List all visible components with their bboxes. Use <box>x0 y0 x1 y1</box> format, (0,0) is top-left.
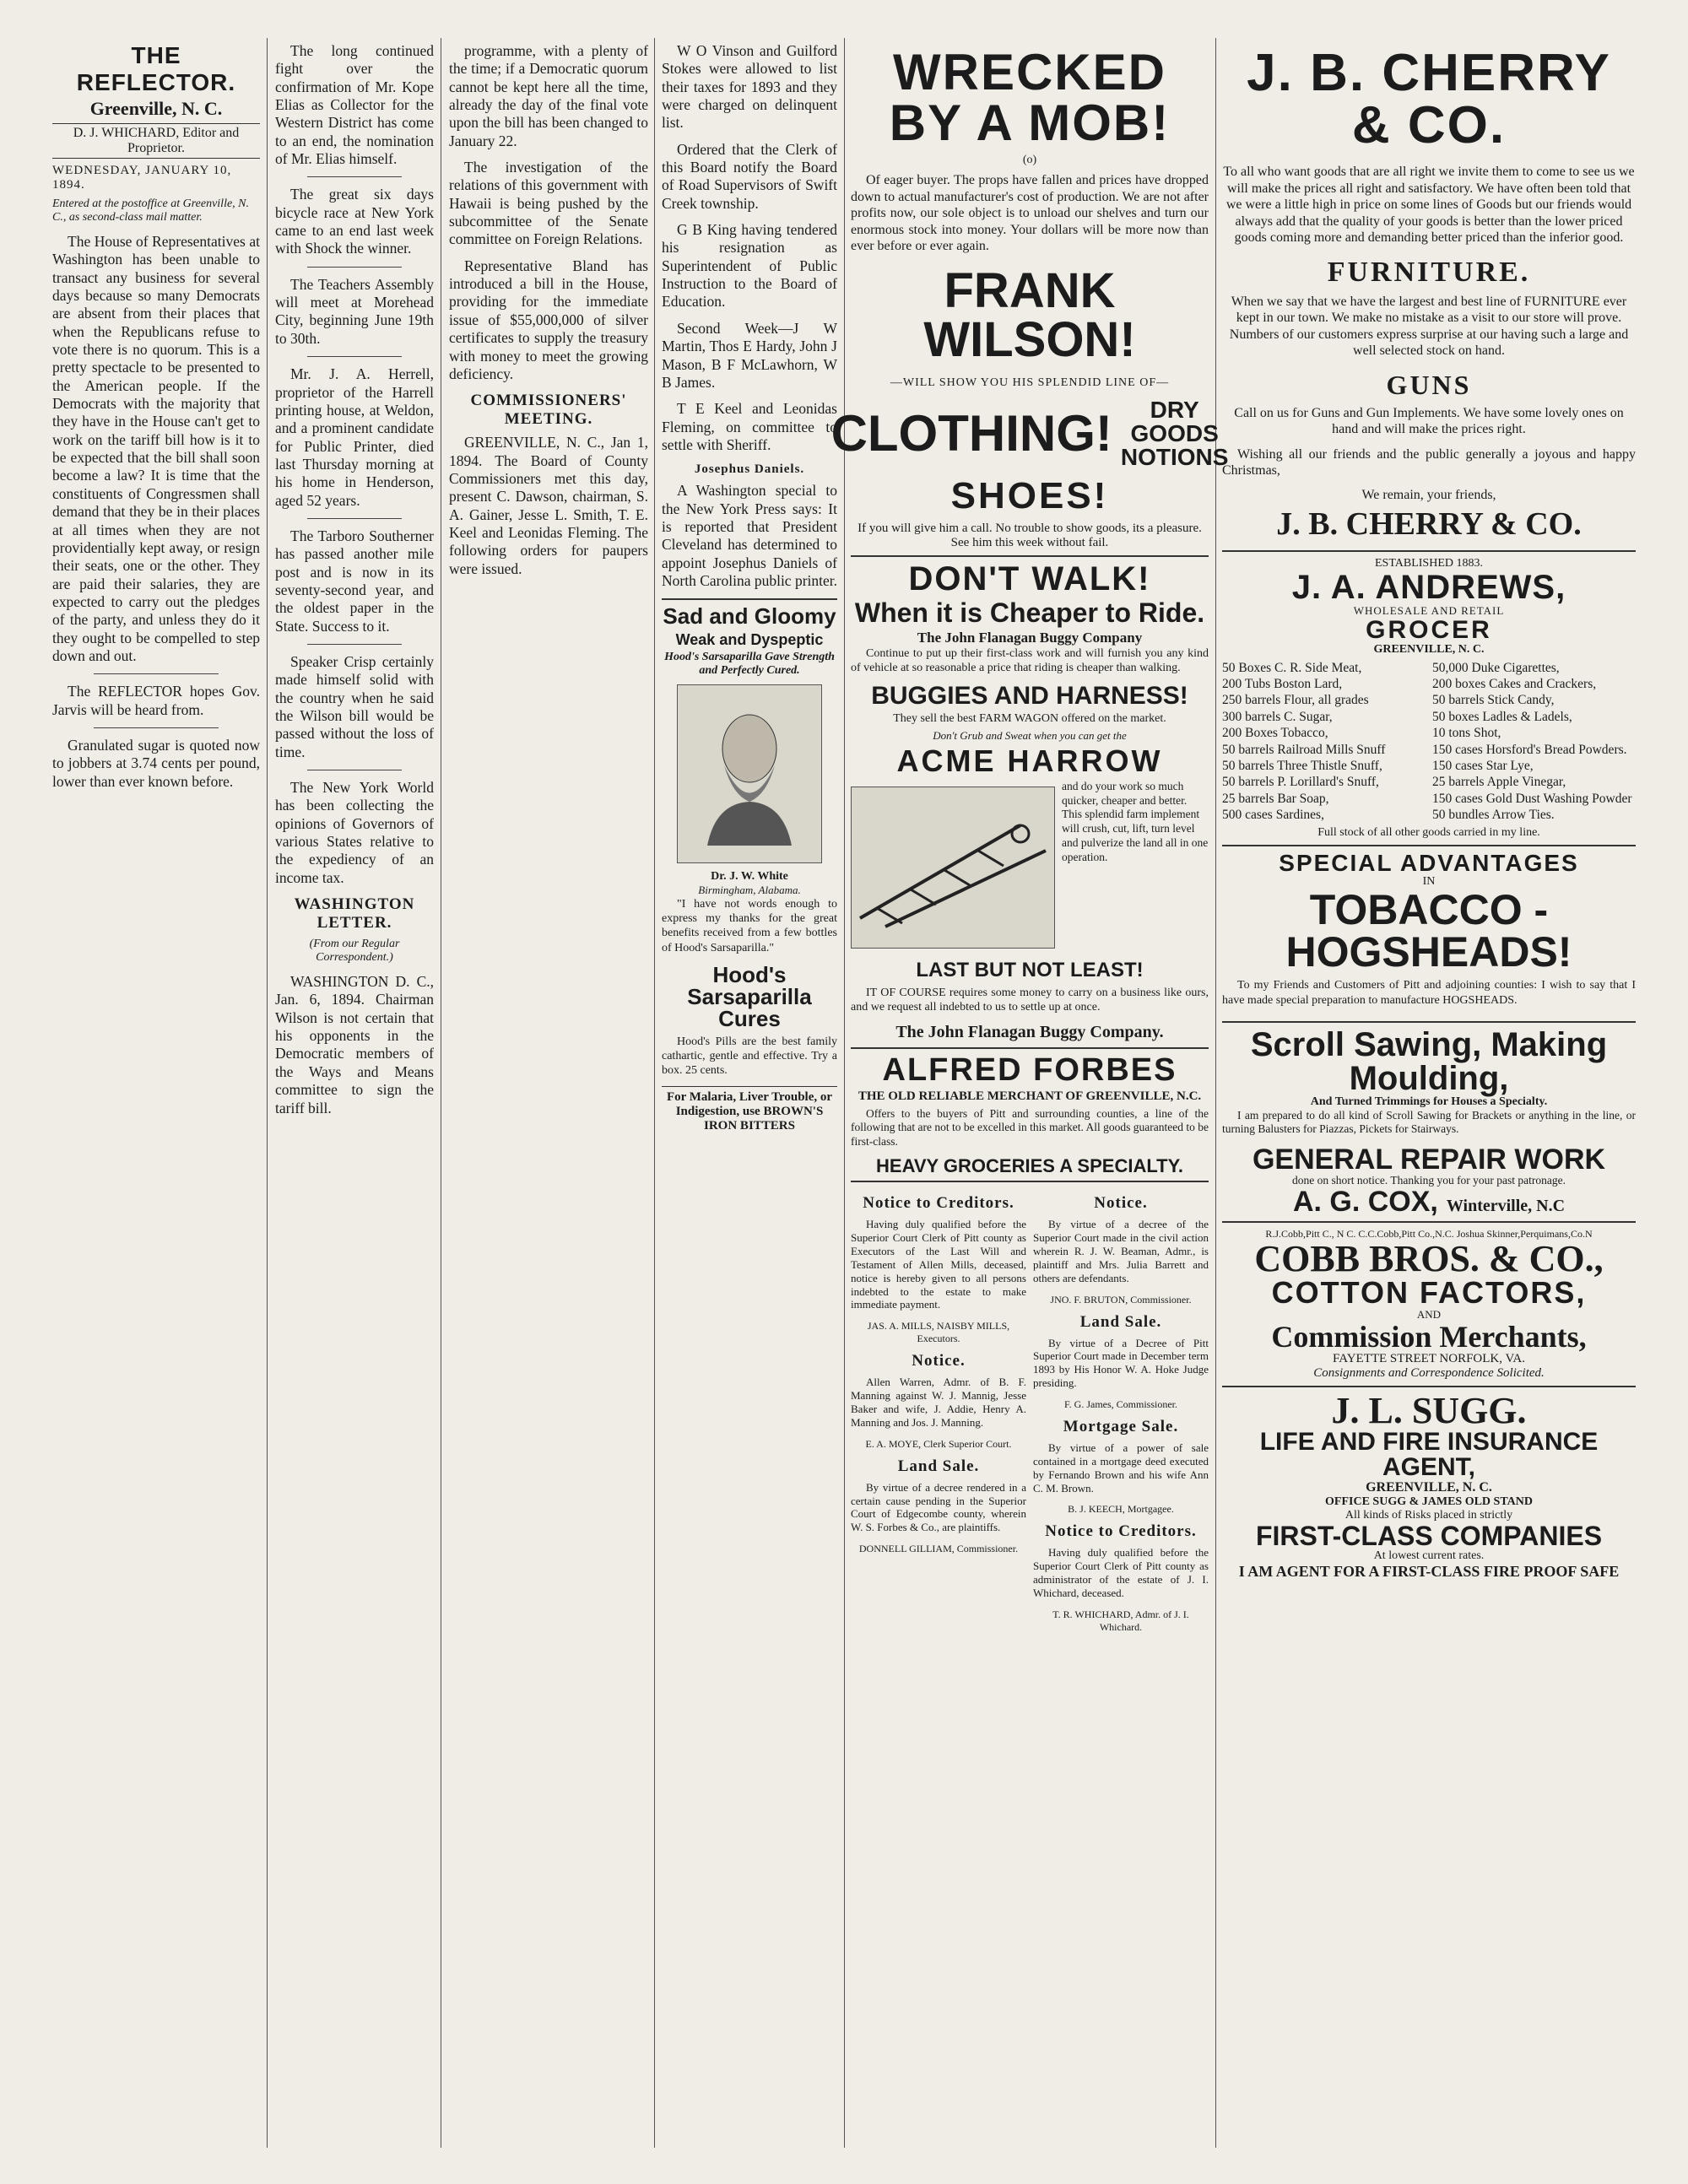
ad-subtitle: THE OLD RELIABLE MERCHANT OF GREENVILLE, N.C. <box>858 1089 1202 1103</box>
tobacco-advertisement <box>1222 846 1636 1022</box>
article-paragraph: GREENVILLE, N. C., Jan 1, 1894. The Board of County Commissioners met this day, present C. Dawson, chairman, S. A. Gainer, Jesse L. Smith, T. E. Keel and Leonidas Fleming. The following orders for paupers were issued. <box>449 434 648 577</box>
ad-name: A. G. COX, <box>1292 1185 1438 1218</box>
hoods-advertisement <box>662 598 837 1133</box>
article-paragraph: WASHINGTON D. C., Jan. 6, 1894. Chairman Wilson is not certain that his opponents in the Democratic members of the Ways and Means committee to sign the tariff bill. <box>275 973 434 1116</box>
ad-street: FAYETTE STREET NORFOLK, VA. <box>1333 1351 1525 1365</box>
divider <box>307 644 403 645</box>
ad-name: J. L. SUGG. <box>1331 1389 1527 1431</box>
ad-general: GENERAL REPAIR WORK <box>1252 1143 1606 1176</box>
ad-name: J. B. CHERRY & CO. <box>1247 44 1611 154</box>
article-paragraph: The Teachers Assembly will meet at Morehead City, beginning June 19th to 30th. <box>275 275 434 347</box>
masthead-date: WEDNESDAY, JANUARY 10, 1894. <box>52 164 232 192</box>
stock-item: 300 barrels C. Sugar, <box>1222 709 1333 724</box>
ad-headline: DON'T WALK! <box>908 560 1151 597</box>
ad-malaria: For Malaria, Liver Trouble, or Indigestion, use BROWN'S IRON BITTERS <box>662 1086 837 1133</box>
article-paragraph: Second Week—J W Martin, Thos E Hardy, John J Mason, B F McLawhorn, W B James. <box>662 319 837 391</box>
ad-last-text: IT OF COURSE requires some money to carry on a business like ours, and we request all indebted to us to settle up at once. <box>851 986 1209 1014</box>
ad-name: FRANK WILSON! <box>923 262 1136 367</box>
notice-signature: DONNELL GILLIAM, Commissioner. <box>858 1543 1019 1555</box>
article-paragraph: The Tarboro Southerner has passed another mile post and is now in its seventy-second year, and the oldest paper in the State. Success to it. <box>275 527 434 635</box>
ad-footer: The John Flanagan Buggy Company. <box>895 1022 1164 1041</box>
notice-heading: Land Sale. <box>1079 1312 1162 1331</box>
article-paragraph: G B King having tendered his resignation as Superintendent of Public Instruction to the Board of Education. <box>662 221 837 311</box>
ad-body: Offers to the buyers of Pitt and surrounding counties, a line of the following that are not to be excelled in this market. All goods guaranteed to be first-class. <box>851 1106 1209 1148</box>
ad-place: GREENVILLE, N. C. <box>1373 642 1485 656</box>
ad-wish: Wishing all our friends and the public generally a joyous and happy Christmas, <box>1222 446 1636 478</box>
ad-office: OFFICE SUGG & JAMES OLD STAND <box>1325 1495 1533 1508</box>
sugg-advertisement <box>1222 1387 1636 1586</box>
article-paragraph: T E Keel and Leonidas Fleming, on committee to settle with Sheriff. <box>662 400 837 453</box>
masthead-title: THE REFLECTOR. <box>76 42 236 95</box>
ad-solicit: Consignments and Correspondence Solicited. <box>1313 1365 1545 1380</box>
column-rule <box>1215 38 1216 2148</box>
ad-headline: WRECKED BY A MOB! <box>889 44 1171 151</box>
notice-body: By virtue of a decree rendered in a certain cause pending in the Superior Court of Edgecombe county, wherein W. S. Forbes & Co., are plaintiffs. <box>851 1480 1026 1534</box>
stock-item: 25 barrels Apple Vinegar, <box>1432 775 1566 790</box>
ad-name: COBB BROS. & CO., <box>1254 1237 1604 1279</box>
article-paragraph: The long continued fight over the confirmation of Mr. Kope Elias as Collector for the Western District has come to an end, the nomination of Mr. Elias himself. <box>275 42 434 168</box>
column-5 <box>830 42 1229 1634</box>
ad-name: J. A. ANDREWS, <box>1291 568 1566 606</box>
notice-heading: Notice. <box>912 1352 966 1370</box>
notice-heading: Notice to Creditors. <box>1045 1522 1197 1541</box>
notice-body: Having duly qualified before the Superior Court Clerk of Pitt county as Executors of the Last Will and Testament of Allen Mills, deceased, notice is hereby given to all persons indebted to the estate to make immediate payment. <box>851 1218 1026 1311</box>
article-paragraph: Granulated sugar is quoted now to jobbers at 3.74 cents per pound, lower than ever known before. <box>52 736 260 790</box>
ad-subheadline: When it is Cheaper to Ride. <box>854 597 1205 628</box>
divider <box>94 727 219 728</box>
cherry-advertisement <box>1222 42 1636 552</box>
ad-merchants: Commission Merchants, <box>1271 1319 1587 1354</box>
notice-signature: E. A. MOYE, Clerk Superior Court. <box>865 1437 1012 1450</box>
stock-item: 150 cases Horsford's Bread Powders. <box>1432 742 1627 757</box>
article-paragraph: The great six days bicycle race at New York came to an end last week with Shock the winner. <box>275 186 434 257</box>
andrews-advertisement <box>1222 552 1636 847</box>
section-heading: WASHINGTON LETTER. <box>294 895 415 933</box>
ad-factors: COTTON FACTORS, <box>1271 1274 1587 1310</box>
stock-item: 50 boxes Ladles & Ladels, <box>1432 709 1572 724</box>
masthead-entered: Entered at the postoffice at Greenville, N. C., as second-class mail matter. <box>52 197 250 224</box>
notice-signature: B. J. KEECH, Mortgagee. <box>1068 1503 1174 1516</box>
ad-body: I am prepared to do all kind of Scroll Sawing for Brackets or anything in the line, or turning Balusters for Piazzas, Pickets for Stairways. <box>1222 1108 1636 1136</box>
ad-call: If you will give him a call. No trouble to show goods, its a pleasure. See him this week without fail. <box>858 521 1202 549</box>
stock-item: 200 boxes Cakes and Crackers, <box>1432 677 1597 692</box>
notice-signature: JAS. A. MILLS, NAISBY MILLS, Executors. <box>867 1320 1010 1345</box>
harrow-text: and do your work so much quicker, cheaper and better. This splendid farm implement will crush, cut, lift, turn level and pulverize the land all in one operation. <box>1062 779 1209 864</box>
forbes-advertisement <box>851 1049 1209 1182</box>
section-heading: Josephus Daniels. <box>694 462 805 477</box>
stock-item: 50 barrels Railroad Mills Snuff <box>1222 742 1386 757</box>
ad-signature: J. B. CHERRY & CO. <box>1276 505 1582 542</box>
article-paragraph: A Washington special to the New York Press says: It is reported that President Cleveland has determined to appoint Josephus Daniels of North Carolina public printer. <box>662 482 838 589</box>
ad-and: AND <box>1416 1307 1442 1321</box>
column-1 <box>52 42 260 799</box>
divider <box>307 267 403 268</box>
ad-body: To my Friends and Customers of Pitt and adjoining counties: I wish to say that I have made special preparation to manufacture HOGSHEADS. <box>1222 979 1636 1007</box>
ad-remain: We remain, your friends, <box>1361 487 1496 502</box>
article-paragraph: Speaker Crisp certainly made himself solid with the country when he said the Wilson bill would be passed without the loss of time. <box>275 652 434 760</box>
ad-heading: Sad and Gloomy <box>663 603 836 630</box>
notice-body: By virtue of a Decree of Pitt Superior Court made in December term 1893 by His Honor W. A. Hoke Judge presiding. <box>1033 1336 1209 1390</box>
notice-heading: Notice to Creditors. <box>863 1194 1014 1213</box>
article-paragraph: Ordered that the Clerk of this Board notify the Board of Road Supervisors of Swift Creek township. <box>662 140 837 212</box>
ad-scroll: Scroll Sawing, Making Moulding, <box>1250 1025 1608 1097</box>
divider <box>94 673 219 674</box>
stock-item: 500 cases Sardines, <box>1222 808 1324 823</box>
article-paragraph: The REFLECTOR hopes Gov. Jarvis will be heard from. <box>52 683 260 718</box>
divider <box>307 518 403 519</box>
ad-body: Of eager buyer. The props have fallen and prices have dropped down to actual manufacturer's cost of production. We are not after profits now, our sole object is to unload our shelves and turn our enormous stock into money. Your dollars will be more now than ever before or ever again. <box>851 173 1209 254</box>
ad-risks: All kinds of Risks placed in strictly <box>1344 1508 1513 1522</box>
harrow-illustration <box>851 787 1055 949</box>
ad-rates: At lowest current rates. <box>1373 1549 1485 1562</box>
column-rule <box>267 38 268 2148</box>
stock-item: 50 Boxes C. R. Side Meat, <box>1222 660 1362 675</box>
ad-tagline: Hood's Sarsaparilla Gave Strength and Perfectly Cured. <box>664 651 835 678</box>
ad-place: GREENVILLE, N. C. <box>1366 1479 1492 1495</box>
article-paragraph: W O Vinson and Guilford Stokes were allowed to list their taxes for 1893 and they were charged on delinquent list. <box>662 42 837 132</box>
ad-place: Winterville, N.C <box>1446 1196 1566 1215</box>
flanagan-advertisement <box>851 557 1209 1049</box>
ad-furniture-text: When we say that we have the largest and best line of FURNITURE ever kept in our town. We make no mistake as a visit to our store will prove. Numbers of our customers express surprise at our having such a large and well selected stock on hand. <box>1229 294 1629 359</box>
ad-headline: SPECIAL ADVANTAGES <box>1279 850 1579 877</box>
divider <box>307 176 403 177</box>
ad-agent: LIFE AND FIRE INSURANCE AGENT, <box>1259 1427 1599 1481</box>
article-paragraph: Representative Bland has introduced a bill in the House, providing for the immediate issue of $55,000,000 of silver certificates to supply the treasury with money to meet the growing deficiency. <box>449 257 648 382</box>
divider <box>307 356 403 357</box>
ad-harrow: ACME HARROW <box>896 743 1163 778</box>
stock-item: 50 barrels Three Thistle Snuff, <box>1222 758 1382 773</box>
stock-item: 250 barrels Flour, all grades <box>1222 693 1369 708</box>
ad-first: FIRST-CLASS COMPANIES <box>1255 1520 1603 1551</box>
ad-wagon: They sell the best FARM WAGON offered on the market. <box>893 711 1166 725</box>
notice-signature: F. G. James, Commissioner. <box>1063 1398 1178 1411</box>
ad-safe: I AM AGENT FOR A FIRST-CLASS FIRE PROOF SAFE <box>1238 1562 1620 1580</box>
notice-heading: Notice. <box>1094 1194 1148 1213</box>
column-2 <box>275 42 434 1126</box>
ad-separator: (o) <box>1022 154 1037 166</box>
notice-body: Having duly qualified before the Superior Court Clerk of Pitt county as administrator of the estate of J. I. Whichard, deceased. <box>1033 1546 1209 1600</box>
ad-clothing: CLOTHING! <box>830 404 1112 462</box>
notice-heading: Mortgage Sale. <box>1063 1418 1179 1436</box>
article-paragraph: programme, with a plenty of the time; if a Democratic quorum cannot be kept here all the time, already the day of the final vote upon the bill has been changed to January 22. <box>449 42 648 149</box>
article-paragraph: The investigation of the relations of this government with Hawaii is being pushed by the subcommittee of the Senate committee on Foreign Relations. <box>449 159 648 248</box>
notice-body: By virtue of a decree of the Superior Court made in the civil action wherein R. J. W. Beaman, Admr., is plaintiff and Mrs. Julia Barrett and others are defendants. <box>1033 1218 1209 1284</box>
portrait-icon <box>699 702 800 846</box>
masthead-editor: D. J. WHICHARD, Editor and Proprietor. <box>52 123 260 159</box>
column-rule <box>844 38 845 2148</box>
section-subheading: (From our Regular Correspondent.) <box>309 938 400 965</box>
portrait-name: Dr. J. W. White <box>711 870 788 884</box>
ad-buggies: BUGGIES AND HARNESS! <box>871 681 1188 710</box>
ad-dry-goods: DRY GOODS <box>1130 396 1219 446</box>
stock-item: 200 Boxes Tobacco, <box>1222 726 1328 741</box>
ad-sub: WHOLESALE AND RETAIL <box>1353 603 1505 617</box>
column-3 <box>449 42 648 587</box>
ad-subheading: Weak and Dyspeptic <box>675 631 824 649</box>
ad-pills: Hood's Pills are the best family cathartic, gentle and effective. Try a box. 25 cents. <box>662 1035 837 1077</box>
portrait-caption: Birmingham, Alabama. <box>698 884 801 897</box>
notice-signature: T. R. WHICHARD, Admr. of J. I. Whichard. <box>1052 1608 1189 1633</box>
cobb-advertisement <box>1222 1223 1636 1387</box>
ad-brand: Hood's Sarsaparilla Cures <box>687 961 812 1031</box>
ad-turn: And Turned Trimmings for Houses a Specialty. <box>1310 1095 1548 1108</box>
ad-main: TOBACCO - HOGSHEADS! <box>1285 886 1572 976</box>
ad-established: ESTABLISHED 1883. <box>1375 556 1483 570</box>
ad-specialty: HEAVY GROCERIES A SPECIALTY. <box>876 1155 1183 1177</box>
notice-body: By virtue of a power of sale contained in a mortgage deed executed by Fernando Brown and his wife Ann C. M. Brown. <box>1033 1441 1209 1495</box>
ad-shoes: SHOES! <box>950 474 1109 516</box>
ad-last: LAST BUT NOT LEAST! <box>916 958 1144 981</box>
ad-foot: Full stock of all other goods carried in my line. <box>1317 826 1540 840</box>
ad-testimonial: "I have not words enough to express my thanks for the great benefits received from a few bottles of Hood's Sarsaparilla." <box>662 898 837 954</box>
article-paragraph: Mr. J. A. Herrell, proprietor of the Harrell printing house, at Weldon, and a prominent candidate for Public Printer, died last Thursday morning at his home in Henderson, aged 52 years. <box>275 365 434 509</box>
ad-grub: Don't Grub and Sweat when you can get the <box>933 728 1127 742</box>
column-4 <box>662 42 837 1133</box>
column-6 <box>1222 42 1636 1586</box>
ad-partners: R.J.Cobb,Pitt C., N C. C.C.Cobb,Pitt Co.,N.C. Joshua Skinner,Perquimans,Co.N <box>1265 1227 1593 1240</box>
article-paragraph: The House of Representatives at Washington has been unable to transact any business for several days because so many Democrats are absent from their places that when the Republicans refuse to vote there is no quorum. This is a pretty spectacle to be presented to the American people. If the Democrats with the majority that they have in the House can't get to work on the tariff bill how is it to be expected that the bill shall soon become a law? It is time that the constituents of Congressmen shall demand that they be in their places at all times when they are not providentially kept away, or resign their seats, one or the other. They are paid their salaries, they are expected to carry out the pledges of the party, and unless they do it they ought to be compelled to step down and out. <box>52 233 260 664</box>
stock-item: 150 cases Gold Dust Washing Powder <box>1432 791 1632 806</box>
ad-name: ALFRED FORBES <box>882 1051 1177 1088</box>
article-paragraph: The New York World has been collecting the opinions of Governors of various States relative to the expediency of an income tax. <box>275 779 434 886</box>
stock-item: 200 Tubs Boston Lard, <box>1222 677 1343 692</box>
notice-signature: JNO. F. BRUTON, Commissioner. <box>1050 1293 1192 1306</box>
ad-show: —WILL SHOW YOU HIS SPLENDID LINE OF— <box>890 376 1170 389</box>
stock-item: 50 bundles Arrow Ties. <box>1432 808 1555 823</box>
ad-notions: NOTIONS <box>1120 443 1229 470</box>
legal-notices <box>851 1187 1209 1634</box>
stock-item: 50,000 Duke Cigarettes, <box>1432 660 1560 675</box>
ad-body: Continue to put up their first-class work and will furnish you any kind of vehicle at so reasonable a price that riding is cheaper than walking. <box>851 646 1209 674</box>
ad-guns-text: Call on us for Guns and Gun Implements. We have some lovely ones on hand and will make the prices right. <box>1234 405 1624 437</box>
section-heading: COMMISSIONERS' MEETING. <box>470 392 627 429</box>
ad-grocer: GROCER <box>1366 615 1492 644</box>
harrow-icon <box>852 800 1054 935</box>
ad-guns: GUNS <box>1386 369 1472 400</box>
notice-heading: Land Sale. <box>897 1457 980 1475</box>
ad-in: IN <box>1422 875 1436 889</box>
stock-item: 150 cases Star Lye, <box>1432 758 1534 773</box>
stock-item: 25 barrels Bar Soap, <box>1222 791 1329 806</box>
cox-advertisement <box>1222 1023 1636 1223</box>
stock-item: 50 barrels P. Lorillard's Snuff, <box>1222 775 1379 790</box>
stock-item: 50 barrels Stick Candy, <box>1432 693 1555 708</box>
column-rule <box>654 38 655 2148</box>
stock-item: 10 tons Shot, <box>1432 726 1501 741</box>
wilson-advertisement <box>830 42 1229 557</box>
portrait-illustration <box>677 684 822 863</box>
masthead-place: Greenville, N. C. <box>89 98 223 119</box>
ad-company: The John Flanagan Buggy Company <box>917 629 1143 646</box>
ad-furniture: FURNITURE. <box>1327 256 1531 288</box>
ad-done: done on short notice. Thanking you for your past patronage. <box>1291 1173 1566 1187</box>
notice-body: Allen Warren, Admr. of B. F. Manning against W. J. Mannig, Jesse Baker and wife, J. Addie, Henry A. Manning and Jos. J. Manning. <box>851 1376 1026 1429</box>
ad-intro: To all who want goods that are all right we invite them to come to see us we will make the prices all right and satisfactory. We have often been told that we were a little high in price on some lines of Goods but our friends would always add that the quality of your goods is better than the lower priced goods coming more and demanding better priced than the inferior good. <box>1223 165 1635 246</box>
